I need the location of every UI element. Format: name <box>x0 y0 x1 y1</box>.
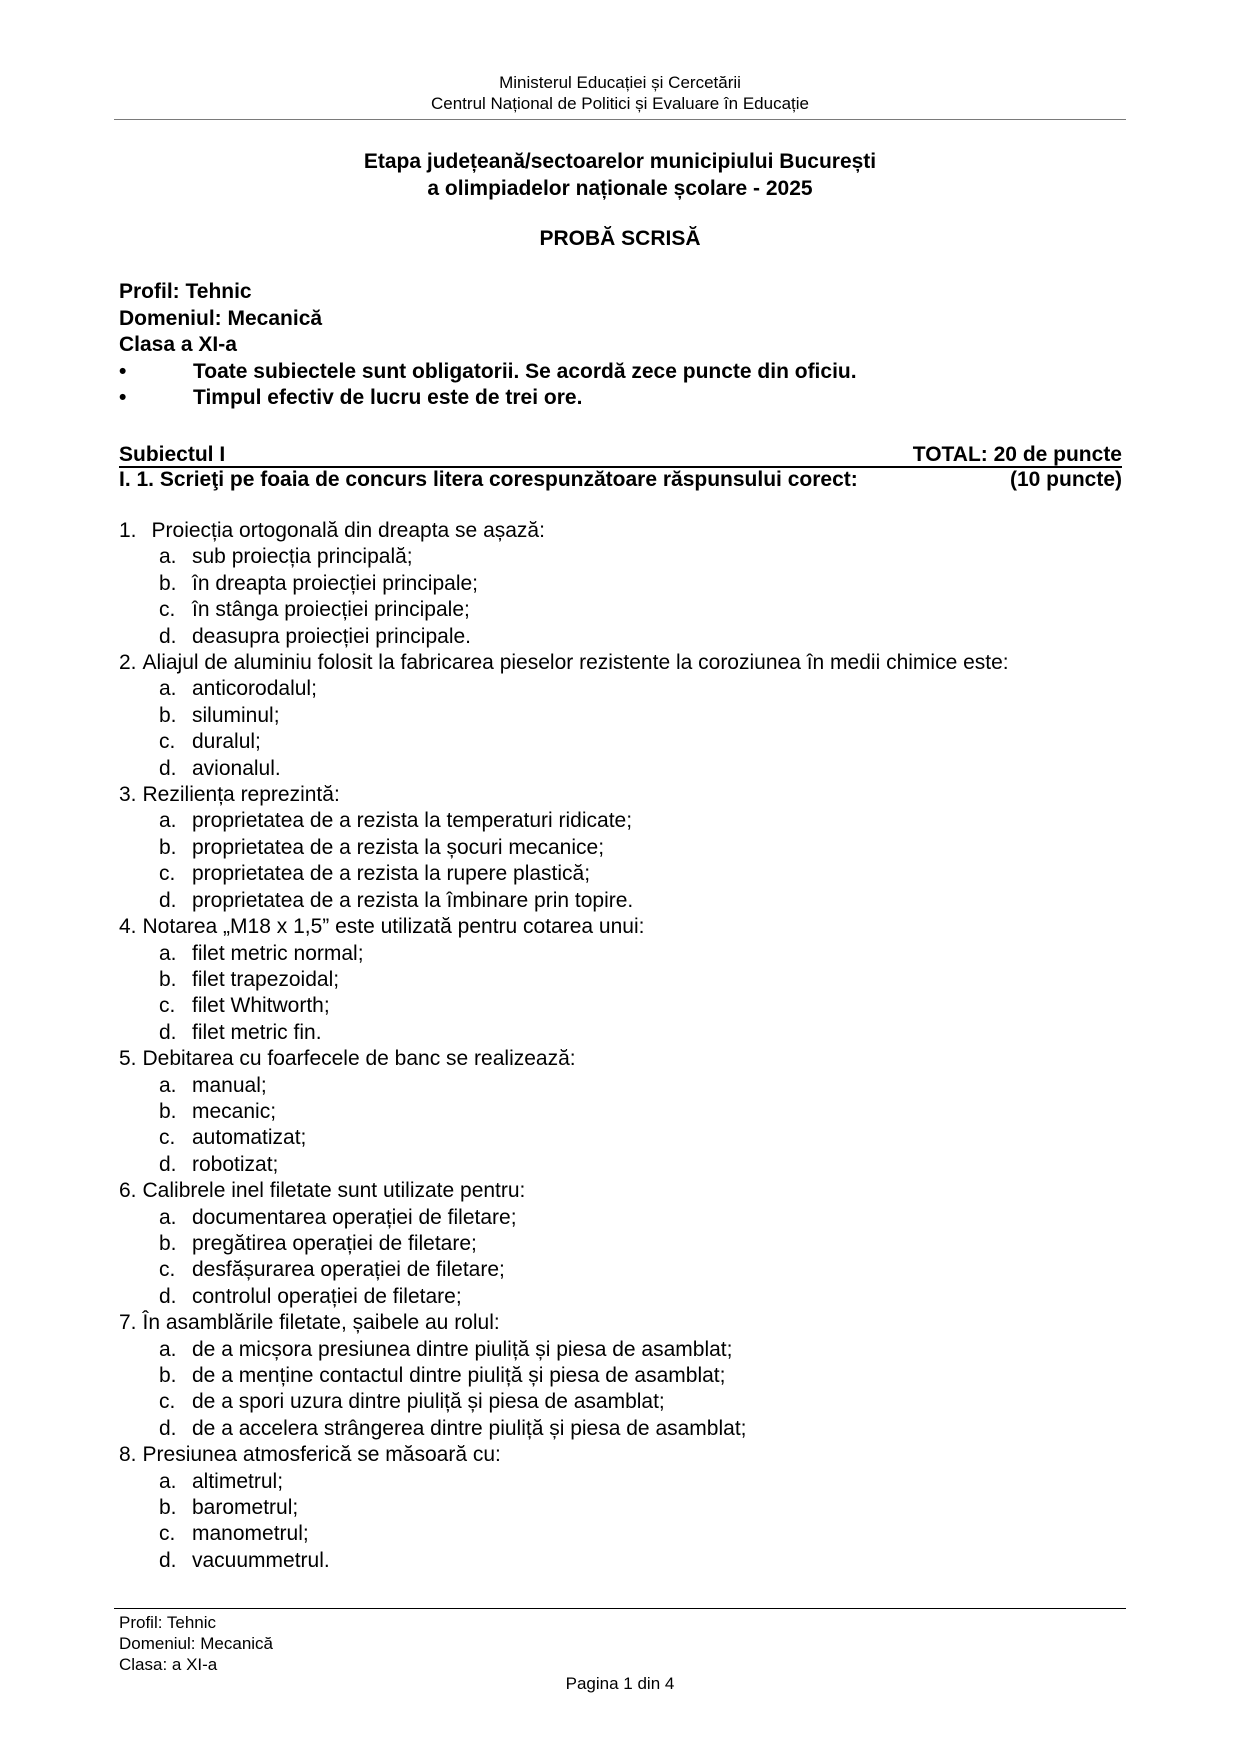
option-letter: c. <box>159 1522 176 1546</box>
option-letter: d. <box>159 624 177 648</box>
answer-option <box>119 729 1009 755</box>
option-text: altimetrul; <box>192 1469 284 1493</box>
subject-heading <box>119 442 1122 492</box>
exam-title <box>114 148 1126 202</box>
question-text: Aliajul de aluminiu folosit la fabricarea pieselor rezistente la coroziunea în medii chimice este: <box>142 651 1009 675</box>
instruction-text: Toate subiectele sunt obligatorii. Se acordă zece puncte din oficiu. <box>193 359 857 383</box>
answer-option <box>119 1389 1009 1415</box>
question-text: Calibrele inel filetate sunt utilizate pentru: <box>142 1179 526 1203</box>
subject-instruction: I. 1. Scrieţi pe foaia de concurs litera corespunzătoare răspunsului corect: <box>119 468 858 491</box>
question-text: Reziliența reprezintă: <box>142 783 340 807</box>
test-type: PROBĂ SCRISĂ <box>539 227 701 250</box>
question-number: 5. <box>119 1047 137 1071</box>
answer-option <box>119 993 1009 1019</box>
question-number: 2. <box>119 651 137 675</box>
subject-instruction-row <box>119 468 1122 492</box>
option-letter: b. <box>159 1496 177 1520</box>
option-text: documentarea operației de filetare; <box>192 1205 517 1229</box>
answer-option <box>119 1495 1009 1521</box>
option-letter: d. <box>159 1152 177 1176</box>
option-text: de a menține contactul dintre piuliță și piesa de asamblat; <box>192 1364 726 1387</box>
option-text: anticorodalul; <box>192 677 317 701</box>
option-letter: b. <box>159 1099 177 1123</box>
footer-class: Clasa: a XI-a <box>119 1655 218 1674</box>
answer-option <box>119 1337 1009 1363</box>
question-4 <box>119 914 1009 940</box>
answer-option <box>119 597 1009 623</box>
option-letter: b. <box>159 703 177 727</box>
option-text: vacuummetrul. <box>192 1548 330 1572</box>
option-letter: a. <box>159 1337 177 1361</box>
answer-option <box>119 624 1009 650</box>
question-number: 4. <box>119 915 137 939</box>
option-text: de a micșora presiunea dintre piuliță și piesa de asamblat; <box>192 1337 733 1361</box>
question-number: 1. <box>119 519 137 542</box>
option-text: mecanic; <box>192 1099 277 1123</box>
option-letter: c. <box>159 862 176 886</box>
option-text: desfășurarea operației de filetare; <box>192 1258 505 1282</box>
answer-option <box>119 1548 1009 1574</box>
footer-profile: Profil: Tehnic <box>119 1613 217 1632</box>
option-text: proprietatea de a rezista la rupere plastică; <box>192 862 591 886</box>
option-text: deasupra proiecției principale. <box>192 624 471 648</box>
answer-option <box>119 967 1009 993</box>
answer-option <box>119 1469 1009 1495</box>
answer-option <box>119 1363 1009 1389</box>
option-letter: c. <box>159 1258 176 1282</box>
option-letter: d. <box>159 1020 177 1044</box>
option-text: de a accelera strângerea dintre piuliță și piesa de asamblat; <box>192 1416 747 1440</box>
option-text: controlul operației de filetare; <box>192 1284 462 1308</box>
bullet-icon: • <box>119 359 127 383</box>
option-letter: b. <box>159 1231 177 1255</box>
option-letter: d. <box>159 1416 177 1440</box>
header-divider <box>114 119 1126 120</box>
answer-option <box>119 1284 1009 1310</box>
question-text: În asamblările filetate, șaibele au rolul: <box>142 1311 500 1335</box>
answer-option <box>119 1205 1009 1231</box>
option-letter: b. <box>159 571 177 595</box>
option-text: avionalul. <box>192 756 281 780</box>
option-letter: c. <box>159 1390 176 1414</box>
answer-option <box>119 1257 1009 1283</box>
domain-label: Domeniul: Mecanică <box>119 306 323 330</box>
answer-option <box>119 1073 1009 1099</box>
answer-option <box>119 676 1009 702</box>
option-text: manual; <box>192 1073 267 1097</box>
option-text: filet metric fin. <box>192 1020 322 1044</box>
option-letter: b. <box>159 1364 177 1387</box>
question-number: 3. <box>119 783 137 807</box>
exam-info <box>119 279 857 412</box>
profile-label: Profil: Tehnic <box>119 280 252 303</box>
option-letter: a. <box>159 1205 177 1229</box>
instruction-text: Timpul efectiv de lucru este de trei ore. <box>193 386 583 409</box>
option-text: proprietatea de a rezista la îmbinare prin topire. <box>192 888 634 912</box>
option-text: siluminul; <box>192 703 280 727</box>
answer-option <box>119 1152 1009 1178</box>
answer-option <box>119 1231 1009 1257</box>
exam-title-line-2: a olimpiadelor naționale școlare - 2025 <box>427 177 813 200</box>
question-5 <box>119 1046 1009 1072</box>
answer-option <box>119 1020 1009 1046</box>
answer-option <box>119 1521 1009 1547</box>
answer-option <box>119 888 1009 914</box>
option-letter: d. <box>159 1284 177 1308</box>
instruction-bullet <box>119 385 857 412</box>
option-letter: a. <box>159 677 177 701</box>
question-number: 7. <box>119 1311 137 1335</box>
option-text: în stânga proiecției principale; <box>192 598 470 622</box>
answer-option <box>119 571 1009 597</box>
exam-title-line-1: Etapa județeană/sectoarelor municipiului București <box>363 150 877 173</box>
answer-option <box>119 1125 1009 1151</box>
option-text: manometrul; <box>192 1522 309 1546</box>
answer-option <box>119 756 1009 782</box>
option-text: automatizat; <box>192 1126 307 1150</box>
question-6 <box>119 1178 1009 1204</box>
option-letter: a. <box>159 941 177 965</box>
option-text: robotizat; <box>192 1152 279 1176</box>
answer-option <box>119 1099 1009 1125</box>
option-letter: c. <box>159 1126 176 1150</box>
option-text: pregătirea operației de filetare; <box>192 1231 477 1255</box>
option-text: barometrul; <box>192 1496 299 1520</box>
ministry-name: Ministerul Educației și Cercetării <box>499 73 741 92</box>
instruction-bullet <box>119 359 857 386</box>
subject-name: Subiectul I <box>119 443 226 466</box>
answer-option <box>119 835 1009 861</box>
answer-option <box>119 808 1009 834</box>
question-text: Debitarea cu foarfecele de banc se realizează: <box>142 1047 576 1071</box>
option-text: proprietatea de a rezista la temperaturi ridicate; <box>192 809 633 833</box>
option-letter: d. <box>159 1548 177 1572</box>
answer-option <box>119 703 1009 729</box>
option-letter: c. <box>159 994 176 1018</box>
option-letter: a. <box>159 809 177 833</box>
option-letter: c. <box>159 598 176 622</box>
question-text: Notarea „M18 x 1,5” este utilizată pentru cotarea unui: <box>142 915 645 939</box>
option-text: în dreapta proiecției principale; <box>192 571 479 595</box>
option-letter: d. <box>159 888 177 912</box>
question-3 <box>119 782 1009 808</box>
question-2 <box>119 650 1009 676</box>
option-text: filet trapezoidal; <box>192 967 340 991</box>
answer-option <box>119 1416 1009 1442</box>
footer-domain: Domeniul: Mecanică <box>119 1634 274 1653</box>
subject-points: (10 puncte) <box>1009 468 1122 491</box>
option-letter: a. <box>159 1073 177 1097</box>
option-letter: a. <box>159 1469 177 1493</box>
answer-option <box>119 941 1009 967</box>
option-text: filet metric normal; <box>192 941 364 965</box>
option-letter: b. <box>159 967 177 991</box>
option-text: de a spori uzura dintre piuliță și piesa de asamblat; <box>192 1390 665 1414</box>
question-number: 6. <box>119 1179 137 1203</box>
option-text: sub proiecția principală; <box>192 545 413 569</box>
question-number: 8. <box>119 1443 137 1467</box>
question-list <box>119 518 1009 1574</box>
question-8 <box>119 1442 1009 1468</box>
footer-info <box>119 1612 273 1675</box>
question-7 <box>119 1310 1009 1336</box>
subject-total: TOTAL: 20 de puncte <box>912 443 1122 466</box>
answer-option <box>119 544 1009 570</box>
option-letter: c. <box>159 730 176 754</box>
ministry-header <box>114 72 1126 114</box>
center-name: Centrul Național de Politici și Evaluare în Educație <box>431 94 809 113</box>
option-letter: b. <box>159 835 177 859</box>
subject-title-row <box>119 442 1122 468</box>
option-letter: d. <box>159 756 177 780</box>
option-letter: a. <box>159 545 177 569</box>
footer-divider <box>114 1608 1126 1609</box>
bullet-icon: • <box>119 386 127 409</box>
page-number: Pagina 1 din 4 <box>565 1674 675 1693</box>
question-1 <box>119 518 1009 544</box>
question-text: Proiecția ortogonală din dreapta se așază: <box>151 519 545 542</box>
answer-option <box>119 861 1009 887</box>
question-text: Presiunea atmosferică se măsoară cu: <box>142 1443 501 1467</box>
option-text: proprietatea de a rezista la șocuri mecanice; <box>192 835 605 859</box>
option-text: duralul; <box>192 730 261 754</box>
class-label: Clasa a XI-a <box>119 333 237 356</box>
option-text: filet Whitworth; <box>192 994 330 1018</box>
